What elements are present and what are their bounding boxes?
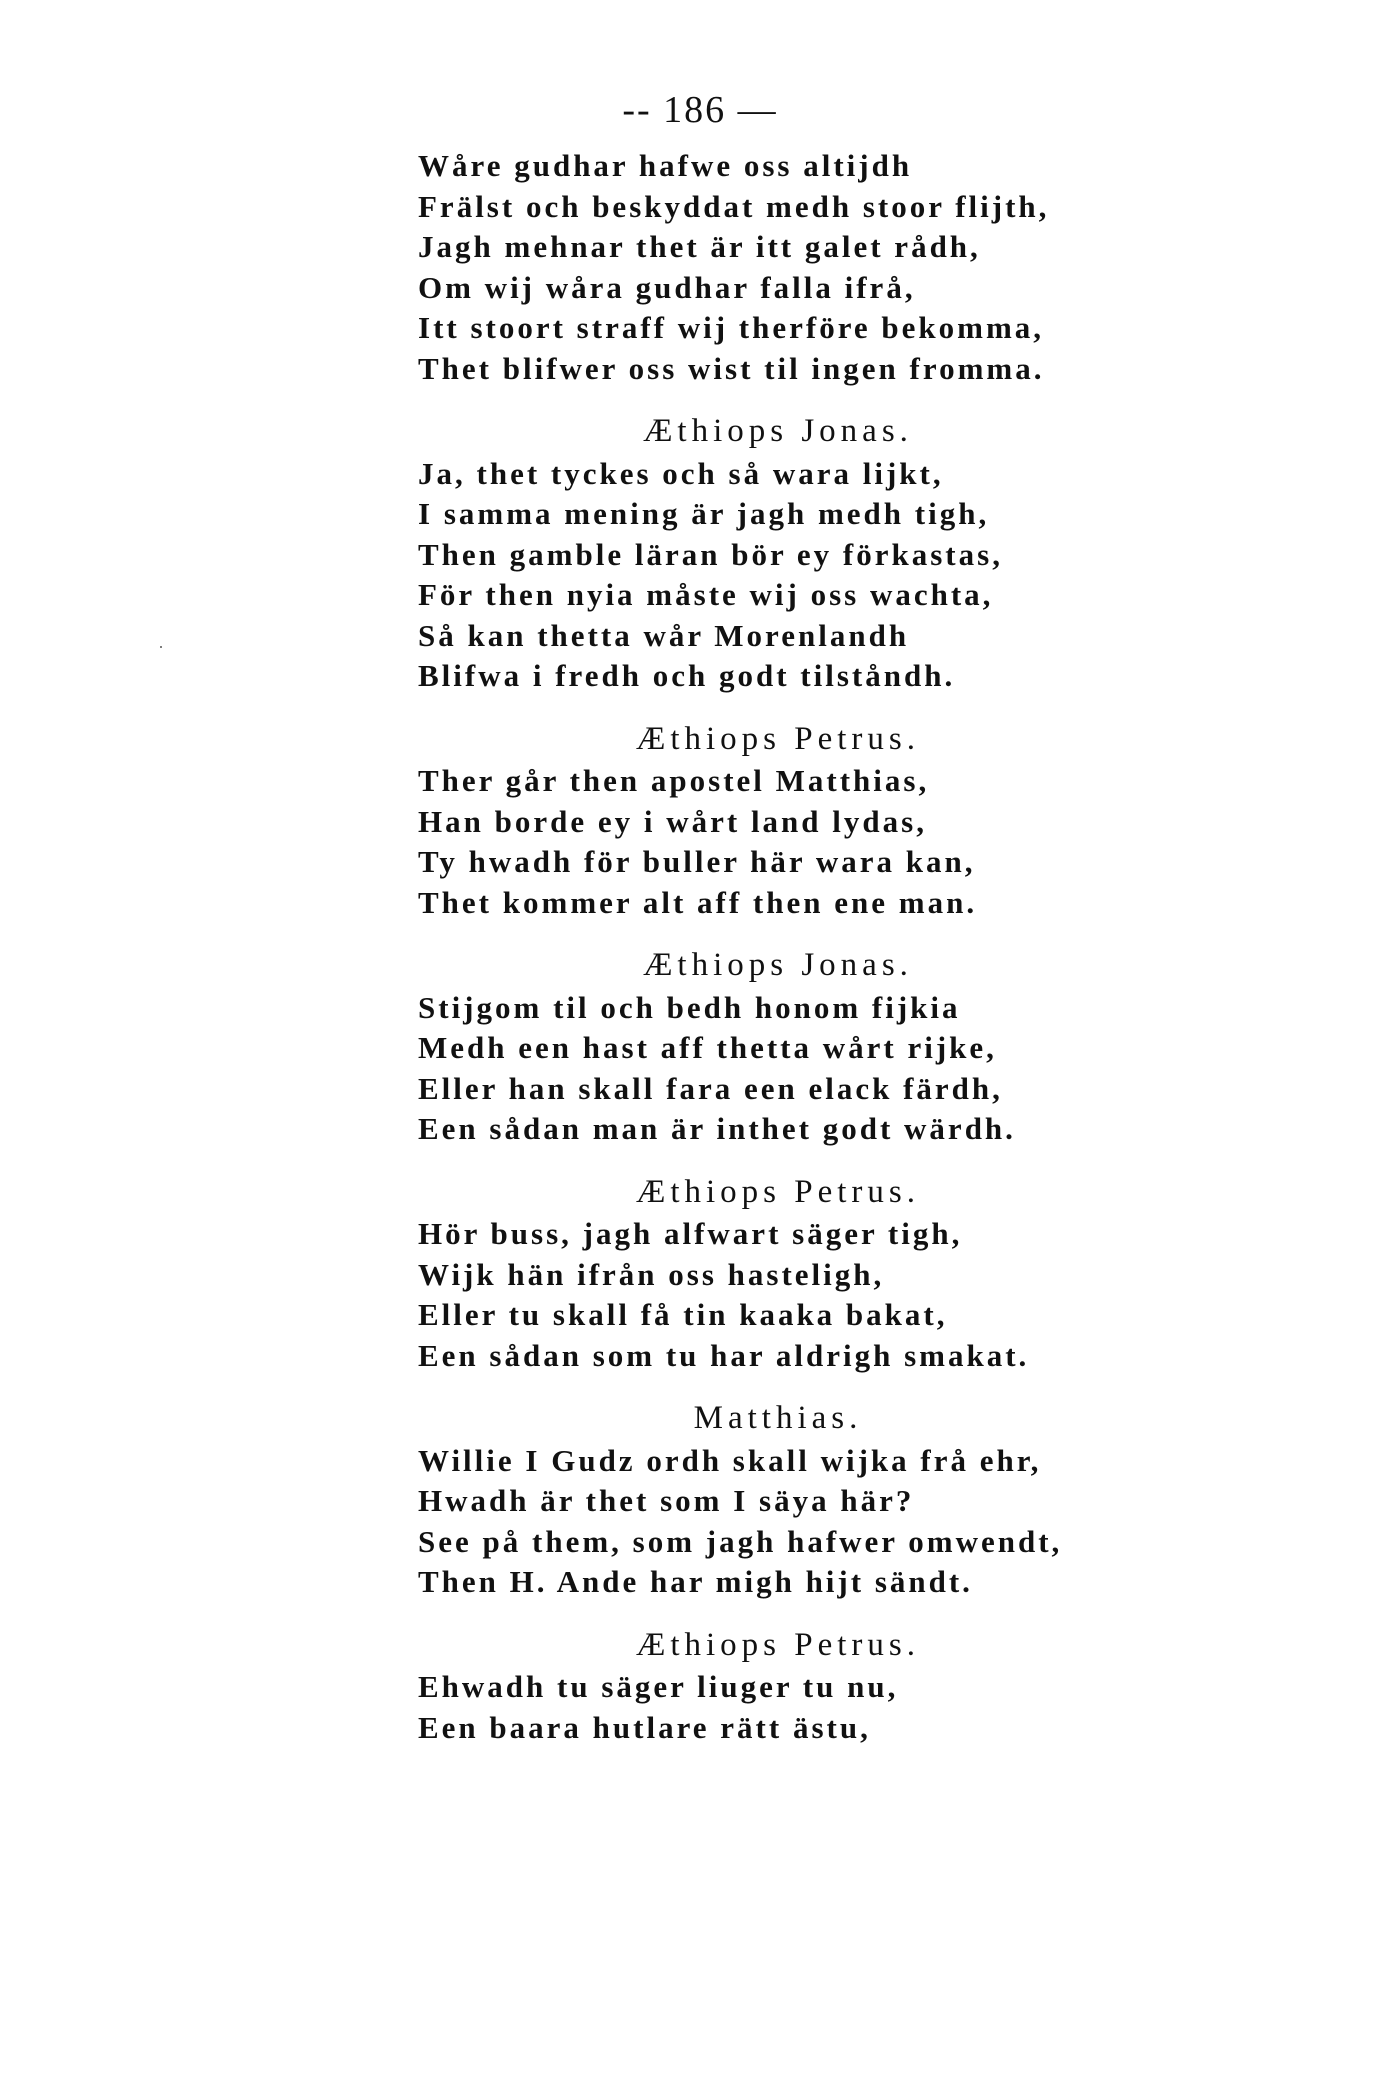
verse-line: För then nyia måste wij oss wachta, bbox=[418, 577, 994, 612]
verse-line: Ja, thet tyckes och så wara lijkt, bbox=[418, 455, 944, 491]
verse-line: I samma mening är jagh medh tigh, bbox=[418, 496, 990, 531]
speaker-heading: Matthias. bbox=[693, 1400, 863, 1436]
poem-text bbox=[418, 146, 1138, 1748]
verse-line: See på them, som jagh hafwer omwendt, bbox=[418, 1523, 1063, 1559]
speaker-heading: Æthiops Petrus. bbox=[635, 1173, 921, 1210]
verse-line: Blifwa i fredh och godt tilståndh. bbox=[418, 658, 956, 693]
opening-stanza bbox=[418, 146, 1138, 389]
verse-line: Ehwadh tu säger liuger tu nu, bbox=[418, 1669, 899, 1704]
verse-line: Om wij wåra gudhar falla ifrå, bbox=[418, 269, 916, 305]
verse-line: Hör buss, jagh alfwart säger tigh, bbox=[418, 1216, 963, 1251]
speaker-heading: Æthiops Jonas. bbox=[643, 947, 913, 983]
verse-line: Eller han skall fara een elack färdh, bbox=[418, 1070, 1003, 1106]
verse-line: Ther går then apostel Matthias, bbox=[418, 763, 930, 798]
verse-line: Itt stoort straff wij therföre bekomma, bbox=[418, 310, 1045, 345]
verse-line: Medh een hast aff thetta wårt rijke, bbox=[418, 1030, 997, 1065]
verse-line: Jagh mehnar thet är itt galet rådh, bbox=[418, 229, 981, 264]
verse-line: Then gamble läran bör ey förkastas, bbox=[418, 536, 1003, 572]
verse-line: Een sådan som tu har aldrigh smakat. bbox=[418, 1337, 1030, 1373]
verse-line: Frälst och beskyddat medh stoor flijth, bbox=[418, 188, 1050, 224]
verse-line: Wijk hän ifrån oss hasteligh, bbox=[418, 1256, 885, 1292]
verse-line: Een sådan man är inthet godt wärdh. bbox=[418, 1111, 1016, 1146]
speech-block bbox=[418, 1625, 1138, 1749]
verse-line: Wåre gudhar hafwe oss altijdh bbox=[418, 148, 913, 183]
speech-block bbox=[418, 719, 1138, 924]
page-number: -- 186 — bbox=[622, 89, 778, 131]
print-speck bbox=[160, 646, 162, 648]
speech-block bbox=[418, 411, 1138, 697]
verse-line: Så kan thetta wår Morenlandh bbox=[418, 617, 910, 653]
verse-line: Then H. Ande har migh hijt sändt. bbox=[418, 1564, 973, 1599]
verse-line: Thet blifwer oss wist til ingen fromma. bbox=[418, 350, 1045, 386]
speaker-heading: Æthiops Jonas. bbox=[643, 413, 913, 449]
verse-line: Thet kommer alt aff then ene man. bbox=[418, 884, 978, 920]
speech-block bbox=[418, 945, 1138, 1150]
verse-line: Willie I Gudz ordh skall wijka frå ehr, bbox=[418, 1442, 1042, 1478]
verse-line: Hwadh är thet som I säya här? bbox=[418, 1483, 915, 1518]
verse-line: Ty hwadh för buller här wara kan, bbox=[418, 844, 976, 879]
verse-line: Eller tu skall få tin kaaka bakat, bbox=[418, 1297, 948, 1332]
verse-line: Een baara hutlare rätt ästu, bbox=[418, 1709, 871, 1745]
verse-line: Han borde ey i wårt land lydas, bbox=[418, 803, 927, 839]
speech-block bbox=[418, 1398, 1138, 1603]
speaker-heading: Æthiops Petrus. bbox=[635, 1626, 921, 1663]
verse-line: Stijgom til och bedh honom fijkia bbox=[418, 989, 961, 1025]
speech-block bbox=[418, 1172, 1138, 1377]
speaker-heading: Æthiops Petrus. bbox=[635, 720, 921, 757]
